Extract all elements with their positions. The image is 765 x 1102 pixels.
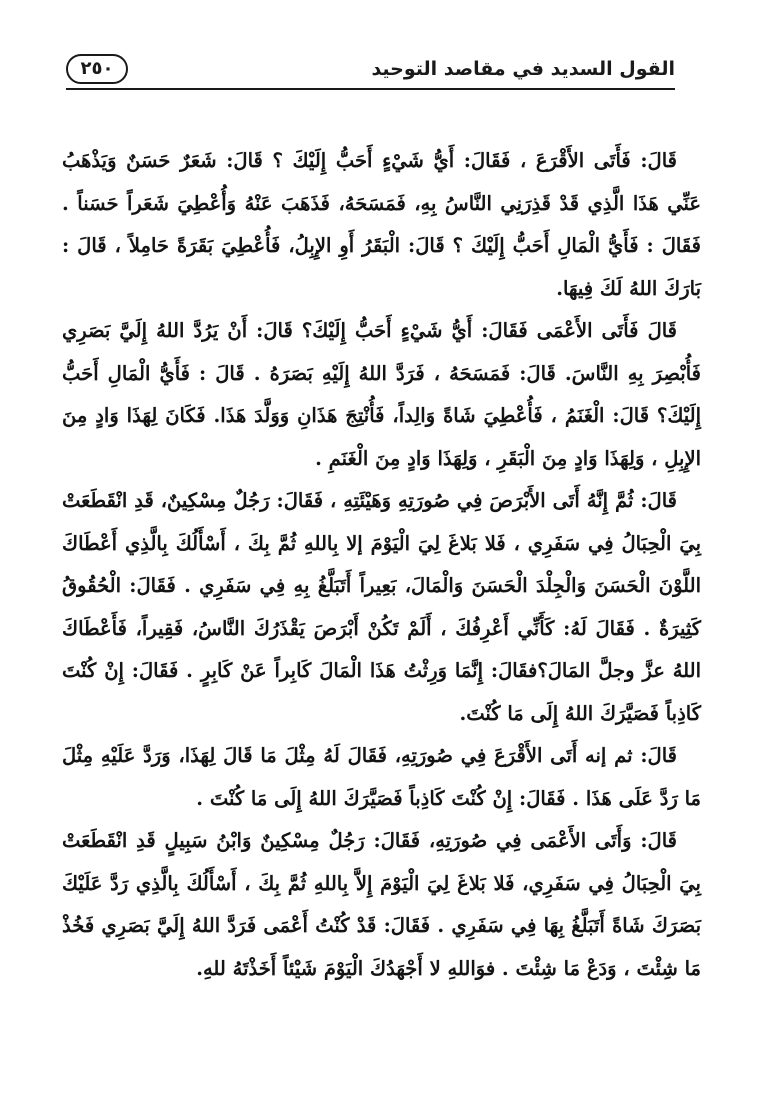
paragraph-bald-man: قَالَ: فَأَتَى الأَقْرَعَ ، فَقَالَ: أَيُّ شَيْءٍ أَحَبُّ إِلَيْكَ ؟ قَالَ: شَعَرٌ حَسَنٌ وَيَذْهَبُ عَنِّي هَذَا الَّذِي قَدْ قَذِرَنِي النَّاسُ بِهِ، فَمَسَحَهُ، فَذَهَبَ عَنْهُ وَأُعْطِيَ شَعَراً حَسَناً . فَقَالَ : فَأَيُّ الْمَالِ أَحَبُّ إِلَيْكَ ؟ قَالَ: الْبَقَرُ أَوِ الإِبِلُ، فَأُعْطِيَ بَقَرَةً حَامِلاً ، قَالَ : بَارَكَ اللهُ لَكَ فِيهَا. (62, 149, 701, 300)
running-title: القول السديد في مقاصد التوحيد (371, 58, 675, 80)
page-number-badge: ٢٥٠ (66, 54, 128, 84)
paragraph-bald-test: قَالَ: ثم إنه أَتَى الأَقْرَعَ فِي صُورَتِهِ، فَقَالَ لَهُ مِثْلَ مَا قَالَ لِهَذَا، وَرَدَّ عَلَيْهِ مِثْلَ مَا رَدَّ عَلَى هَذَا . فَقَالَ: إِنْ كُنْتَ كَاذِباً فَصَيَّرَكَ اللهُ إِلَى مَا كُنْتَ . (62, 744, 701, 810)
header-divider (66, 88, 675, 90)
paragraph-leper-test: قَالَ: ثُمَّ إِنَّهُ أَتَى الأَبْرَصَ فِي صُورَتِهِ وَهَيْئَتِهِ ، فَقَالَ: رَجُلٌ مِسْكِينٌ، قَدِ انْقَطَعَتْ بِيَ الْحِبَالُ فِي سَفَرِي ، فَلا بَلاغَ لِيَ الْيَوْمَ إلا بِاللهِ ثُمَّ بِكَ ، أَسْأَلُكَ بِالَّذِي أَعْطَاكَ اللَّوْنَ الْحَسَنَ وَالْجِلْدَ الْحَسَنَ وَالْمَالَ، بَعِيراً أَتَبَلَّغُ بِهِ فِي سَفَرِي . فَقَالَ: الْحُقُوقُ كَثِيرَةٌ . فَقَالَ لَهُ: كَأَنِّي أَعْرِفُكَ ، أَلَمْ تَكُنْ أَبْرَصَ يَقْذَرُكَ النَّاسُ، فَقِيراً، فَأَعْطَاكَ اللهُ عزَّ وجلَّ المَالَ؟فقَالَ: إِنَّمَا وَرِثْتُ هَذَا الْمَالَ كَابِراً عَنْ كَابِرٍ . فَقَالَ: إِنْ كُنْتَ كَاذِباً فَصَيَّرَكَ اللهُ إِلَى مَا كُنْتَ. (62, 489, 701, 725)
page-body (62, 140, 701, 990)
paragraph-blind-man: قَالَ فَأَتَى الأَعْمَى فَقَالَ: أَيُّ شَيْءٍ أَحَبُّ إِلَيْكَ؟ قَالَ: أَنْ يَرُدَّ اللهُ إِلَيَّ بَصَرِي فَأُبْصِرَ بِهِ النَّاسَ. قَالَ: فَمَسَحَهُ ، فَرَدَّ اللهُ إِلَيْهِ بَصَرَهُ . قَالَ : فَأَيُّ الْمَالِ أَحَبُّ إِلَيْكَ؟ قَالَ: الْغَنَمُ ، فَأُعْطِيَ شَاةً وَالِداً، فَأُنْتِجَ هَذَانِ وَوَلَّدَ هَذَا. فَكَانَ لِهَذَا وَادٍ مِنَ الإِبِلِ ، وَلِهَذَا وَادٍ مِنَ الْبَقَرِ ، وَلِهَذَا وَادٍ مِنَ الْغَنَمِ . (62, 319, 701, 470)
running-header (66, 52, 675, 92)
paragraph-blind-test: قَالَ: وَأَتَى الأَعْمَى فِي صُورَتِهِ، فَقَالَ: رَجُلٌ مِسْكِينٌ وَابْنُ سَبِيلٍ قَدِ انْقَطَعَتْ بِيَ الْحِبَالُ فِي سَفَرِي، فَلا بَلاغَ لِيَ الْيَوْمَ إِلاَّ بِاللهِ ثُمَّ بِكَ ، أَسْأَلُكَ بِالَّذِي رَدَّ عَلَيْكَ بَصَرَكَ شَاةً أَتَبَلَّغُ بِهَا فِي سَفَرِي . فَقَالَ: قَدْ كُنْتُ أَعْمَى فَرَدَّ اللهُ إِلَيَّ بَصَرِي فَخُذْ مَا شِئْتَ ، وَدَعْ مَا شِئْتَ . فوَاللهِ لا أَجْهَدُكَ الْيَوْمَ شَيْئاً أَخَذْتَهُ للهِ. (62, 829, 701, 980)
